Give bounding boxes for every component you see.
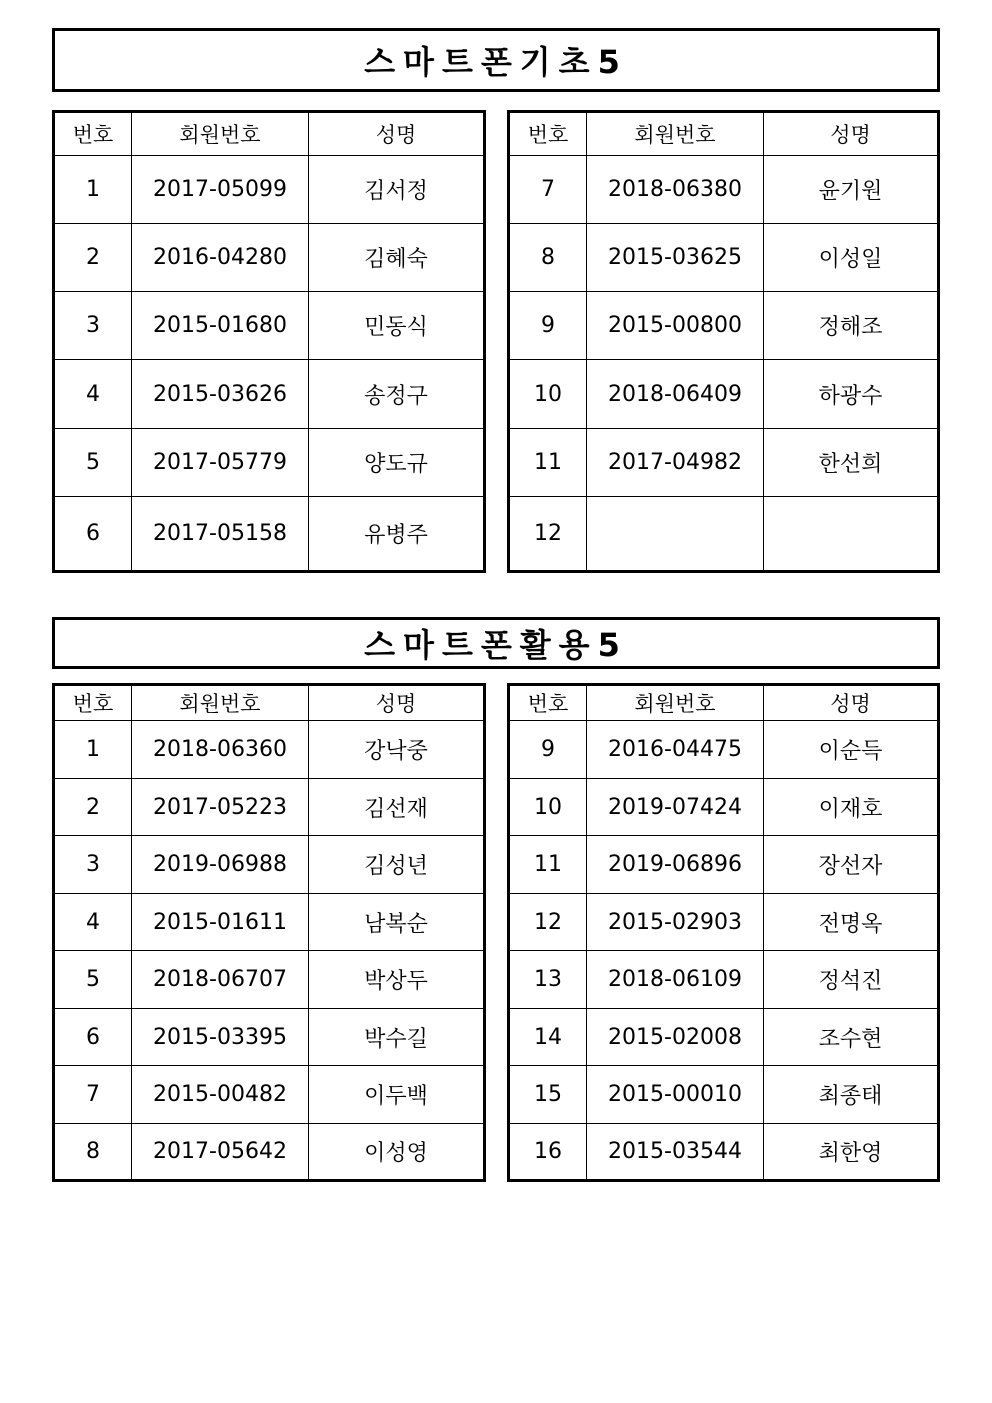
- cell-no: 4: [54, 894, 132, 951]
- cell-member-id: 2015-00010: [587, 1066, 764, 1124]
- cell-member-id: 2016-04280: [132, 224, 309, 292]
- cell-name: 한선희: [764, 428, 939, 496]
- cell-name: [764, 496, 939, 571]
- roster-table-advanced-right: [507, 683, 940, 1182]
- table-row: [509, 894, 939, 951]
- cell-name: 박상두: [309, 951, 485, 1009]
- table-row: [509, 1124, 939, 1181]
- cell-member-id: 2018-06409: [587, 360, 764, 428]
- table-row: [509, 292, 939, 360]
- cell-member-id: 2015-00800: [587, 292, 764, 360]
- cell-member-id: 2017-05223: [132, 779, 309, 836]
- table-row: [54, 836, 485, 894]
- header-no: 번호: [509, 112, 587, 156]
- cell-name: 박수길: [309, 1009, 485, 1066]
- cell-member-id: 2019-06896: [587, 836, 764, 894]
- table-row: [509, 836, 939, 894]
- cell-member-id: 2019-06988: [132, 836, 309, 894]
- table-row: [509, 951, 939, 1009]
- cell-no: 10: [509, 360, 587, 428]
- table-row: [54, 224, 485, 292]
- header-member-id: 회원번호: [587, 112, 764, 156]
- table-row: [54, 779, 485, 836]
- cell-member-id: 2016-04475: [587, 721, 764, 779]
- cell-member-id: 2017-05779: [132, 428, 309, 496]
- cell-no: 7: [54, 1066, 132, 1124]
- table-row: [509, 1066, 939, 1124]
- cell-member-id: 2019-07424: [587, 779, 764, 836]
- cell-name: 남복순: [309, 894, 485, 951]
- cell-name: 송정구: [309, 360, 485, 428]
- roster-table-basic-right: [507, 110, 940, 573]
- cell-name: 강낙중: [309, 721, 485, 779]
- table-row: [509, 496, 939, 571]
- table-row: [54, 951, 485, 1009]
- cell-member-id: 2015-02008: [587, 1009, 764, 1066]
- table-row: [509, 156, 939, 224]
- cell-no: 12: [509, 894, 587, 951]
- cell-no: 15: [509, 1066, 587, 1124]
- cell-no: 3: [54, 836, 132, 894]
- cell-no: 12: [509, 496, 587, 571]
- table-row: [54, 1124, 485, 1181]
- table-row: [509, 1009, 939, 1066]
- header-member-id: 회원번호: [587, 685, 764, 721]
- cell-no: 14: [509, 1009, 587, 1066]
- header-no: 번호: [509, 685, 587, 721]
- cell-no: 1: [54, 721, 132, 779]
- table-row: [509, 428, 939, 496]
- section-title-basic: 스마트폰기초5: [52, 28, 940, 92]
- cell-name: 정석진: [764, 951, 939, 1009]
- cell-name: 김선재: [309, 779, 485, 836]
- table-row: [54, 360, 485, 428]
- cell-member-id: 2015-01611: [132, 894, 309, 951]
- cell-name: 김서정: [309, 156, 485, 224]
- table-row: [54, 156, 485, 224]
- cell-no: 13: [509, 951, 587, 1009]
- table-row: [54, 292, 485, 360]
- cell-name: 이순득: [764, 721, 939, 779]
- cell-name: 김혜숙: [309, 224, 485, 292]
- header-member-id: 회원번호: [132, 685, 309, 721]
- header-name: 성명: [309, 685, 485, 721]
- roster-table-advanced-left: [52, 683, 486, 1182]
- cell-name: 이성일: [764, 224, 939, 292]
- cell-name: 윤기원: [764, 156, 939, 224]
- cell-name: 정해조: [764, 292, 939, 360]
- roster-table-basic-left: [52, 110, 486, 573]
- table-row: [54, 1009, 485, 1066]
- cell-name: 하광수: [764, 360, 939, 428]
- cell-name: 이재호: [764, 779, 939, 836]
- cell-no: 2: [54, 779, 132, 836]
- cell-member-id: [587, 496, 764, 571]
- section-title-advanced: 스마트폰활용5: [52, 617, 940, 669]
- header-row: [509, 112, 939, 156]
- cell-member-id: 2018-06380: [587, 156, 764, 224]
- table-row: [54, 496, 485, 571]
- cell-member-id: 2015-03626: [132, 360, 309, 428]
- cell-member-id: 2017-04982: [587, 428, 764, 496]
- header-no: 번호: [54, 685, 132, 721]
- cell-member-id: 2015-03544: [587, 1124, 764, 1181]
- cell-no: 7: [509, 156, 587, 224]
- header-name: 성명: [764, 112, 939, 156]
- cell-no: 3: [54, 292, 132, 360]
- cell-no: 6: [54, 1009, 132, 1066]
- cell-member-id: 2015-01680: [132, 292, 309, 360]
- header-no: 번호: [54, 112, 132, 156]
- cell-member-id: 2017-05642: [132, 1124, 309, 1181]
- cell-member-id: 2017-05158: [132, 496, 309, 571]
- cell-member-id: 2015-02903: [587, 894, 764, 951]
- header-row: [509, 685, 939, 721]
- cell-name: 장선자: [764, 836, 939, 894]
- cell-name: 유병주: [309, 496, 485, 571]
- cell-no: 4: [54, 360, 132, 428]
- cell-no: 16: [509, 1124, 587, 1181]
- cell-no: 1: [54, 156, 132, 224]
- cell-no: 5: [54, 428, 132, 496]
- cell-no: 9: [509, 721, 587, 779]
- cell-no: 9: [509, 292, 587, 360]
- table-row: [509, 224, 939, 292]
- header-row: [54, 685, 485, 721]
- cell-name: 이성영: [309, 1124, 485, 1181]
- table-row: [509, 721, 939, 779]
- cell-name: 이두백: [309, 1066, 485, 1124]
- header-name: 성명: [309, 112, 485, 156]
- cell-member-id: 2015-03395: [132, 1009, 309, 1066]
- cell-no: 6: [54, 496, 132, 571]
- header-row: [54, 112, 485, 156]
- cell-member-id: 2018-06360: [132, 721, 309, 779]
- cell-name: 최한영: [764, 1124, 939, 1181]
- table-row: [54, 894, 485, 951]
- cell-member-id: 2017-05099: [132, 156, 309, 224]
- table-row: [509, 360, 939, 428]
- cell-no: 8: [54, 1124, 132, 1181]
- cell-no: 5: [54, 951, 132, 1009]
- cell-name: 조수현: [764, 1009, 939, 1066]
- cell-name: 전명옥: [764, 894, 939, 951]
- cell-member-id: 2018-06707: [132, 951, 309, 1009]
- cell-member-id: 2015-00482: [132, 1066, 309, 1124]
- cell-no: 8: [509, 224, 587, 292]
- cell-no: 10: [509, 779, 587, 836]
- cell-name: 양도규: [309, 428, 485, 496]
- cell-name: 최종태: [764, 1066, 939, 1124]
- cell-no: 2: [54, 224, 132, 292]
- cell-name: 김성년: [309, 836, 485, 894]
- table-row: [509, 779, 939, 836]
- cell-member-id: 2018-06109: [587, 951, 764, 1009]
- table-row: [54, 721, 485, 779]
- cell-no: 11: [509, 428, 587, 496]
- header-member-id: 회원번호: [132, 112, 309, 156]
- cell-no: 11: [509, 836, 587, 894]
- cell-name: 민동식: [309, 292, 485, 360]
- table-row: [54, 1066, 485, 1124]
- header-name: 성명: [764, 685, 939, 721]
- table-row: [54, 428, 485, 496]
- cell-member-id: 2015-03625: [587, 224, 764, 292]
